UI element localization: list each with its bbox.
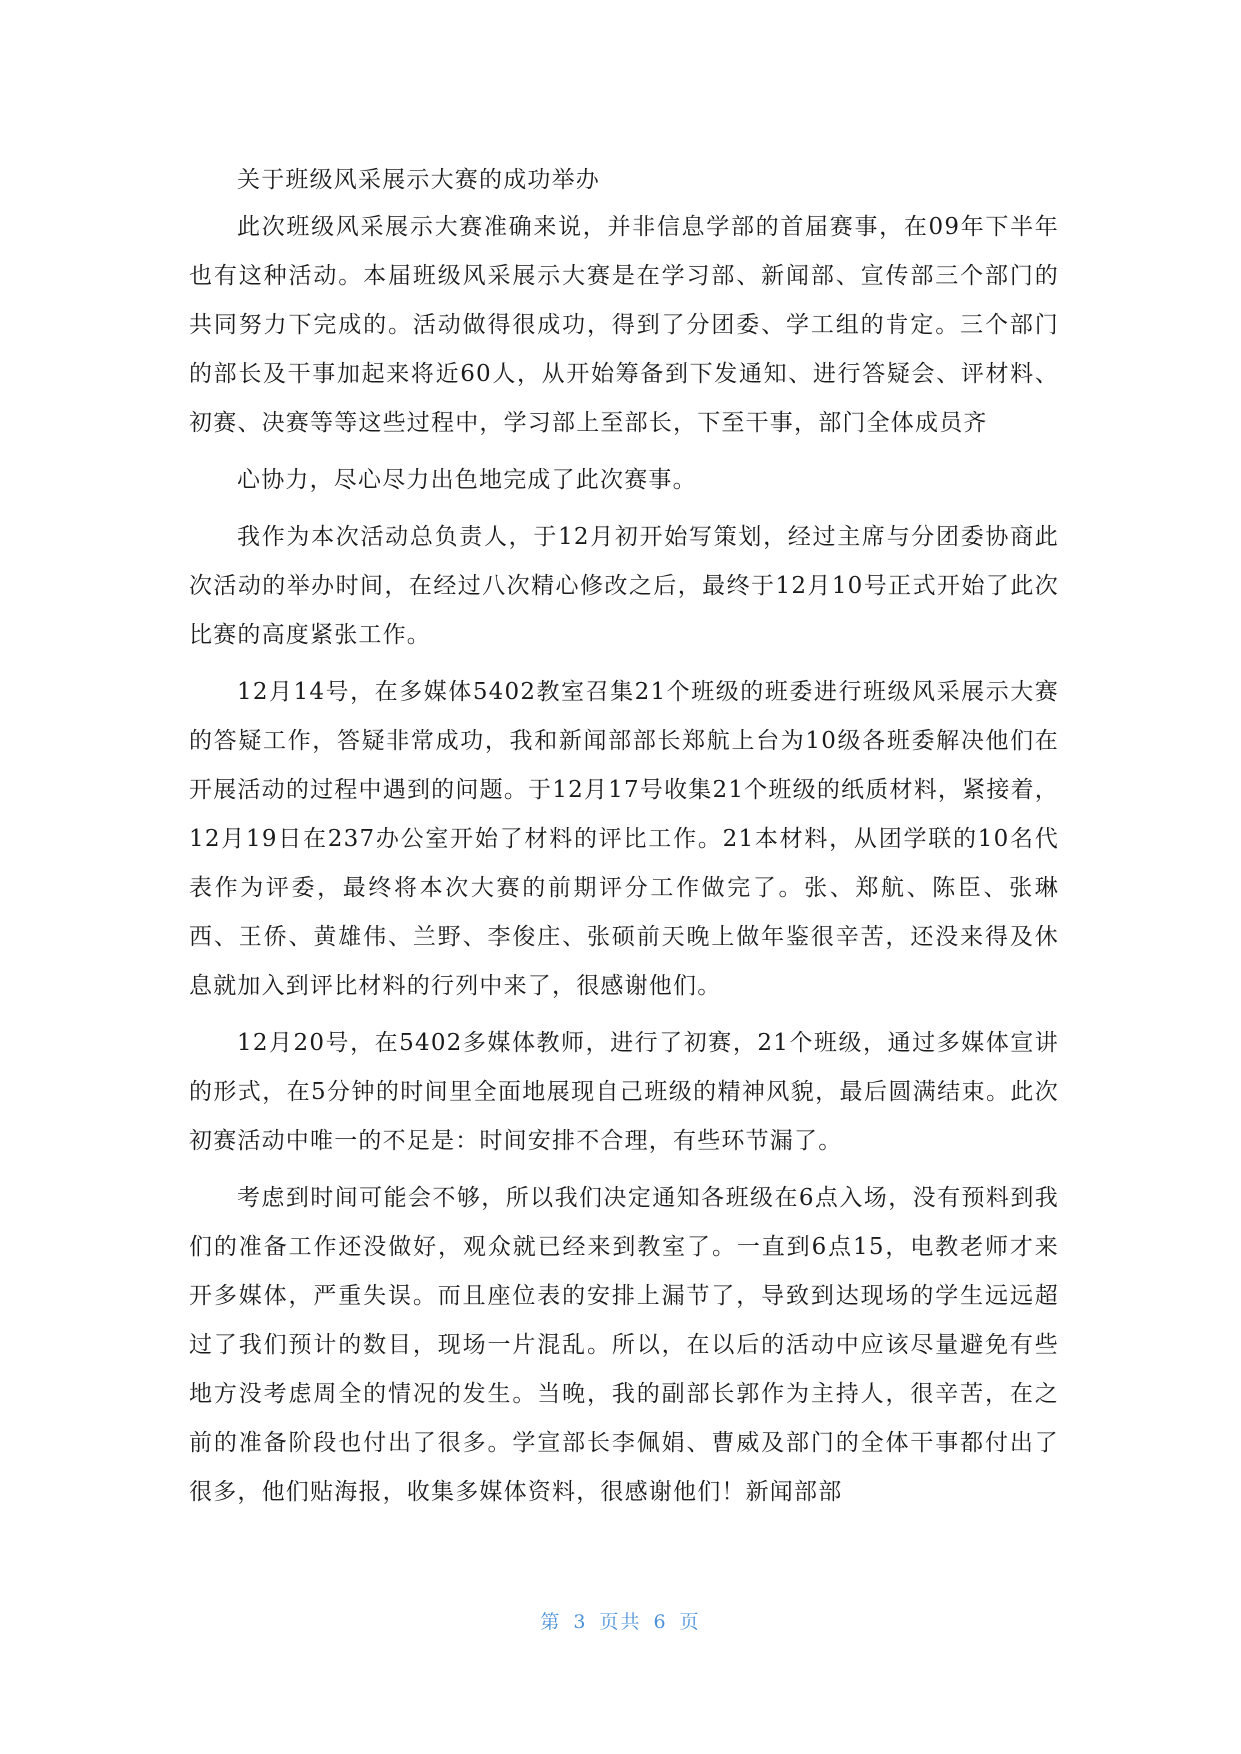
footer-middle: 页共 [599, 1611, 642, 1633]
paragraph-6: 考虑到时间可能会不够，所以我们决定通知各班级在6点入场，没有预料到我们的准备工作还没做好，观众就已经来到教室了。一直到6点15，电教老师才来开多媒体，严重失误。而且座位表的安排上漏节了，导致到达现场的学生远远超过了我们预计的数目，现场一片混乱。所以，在以后的活动中应该尽量避免有些地方没考虑周全的情况的发生。当晚，我的副部长郭作为主持人，很辛苦，在之前的准备阶段也付出了很多。学宣部长李佩娟、曹威及部门的全体干事都付出了很多，他们贴海报，收集多媒体资料，很感谢他们！新闻部部 [189, 1185, 1059, 1505]
paragraph-2: 心协力，尽心尽力出色地完成了此次赛事。 [237, 467, 697, 493]
paragraph-3: 我作为本次活动总负责人，于12月初开始写策划，经过主席与分团委协商此次活动的举办时间，在经过八次精心修改之后，最终于12月10号正式开始了此次比赛的高度紧张工作。 [189, 524, 1059, 648]
paragraph-5: 12月20号，在5402多媒体教师，进行了初赛，21个班级，通过多媒体宣讲的形式，在5分钟的时间里全面地展现自己班级的精神风貌，最后圆满结束。此次初赛活动中唯一的不足是：时间安排不合理，有些环节漏了。 [189, 1030, 1059, 1154]
paragraph-1: 此次班级风采展示大赛准确来说，并非信息学部的首届赛事，在09年下半年也有这种活动。本届班级风采展示大赛是在学习部、新闻部、宣传部三个部门的共同努力下完成的。活动做得很成功，得到了分团委、学工组的肯定。三个部门的部长及干事加起来将近60人，从开始筹备到下发通知、进行答疑会、评材料、初赛、决赛等等这些过程中，学习部上至部长，下至干事，部门全体成员齐 [189, 214, 1059, 436]
page-footer [0, 1607, 1241, 1634]
document-title: 关于班级风采展示大赛的成功举办 [237, 167, 600, 193]
paragraph-4: 12月14号，在多媒体5402教室召集21个班级的班委进行班级风采展示大赛的答疑工作，答疑非常成功，我和新闻部部长郑航上台为10级各班委解决他们在开展活动的过程中遇到的问题。于12月17号收集21个班级的纸质材料，紧接着，12月19日在237办公室开始了材料的评比工作。21本材料，从团学联的10名代表作为评委，最终将本次大赛的前期评分工作做完了。张、郑航、陈臣、张琳西、王侨、黄雄伟、兰野、李俊庄、张硕前天晚上做年鉴很辛苦，还没来得及休息就加入到评比材料的行列中来了，很感谢他们。 [189, 679, 1059, 999]
footer-suffix: 页 [679, 1611, 701, 1633]
footer-prefix: 第 [540, 1611, 562, 1633]
footer-page-number: 3 [573, 1611, 588, 1633]
document-body [189, 156, 1059, 1517]
footer-total-pages: 6 [653, 1611, 668, 1633]
